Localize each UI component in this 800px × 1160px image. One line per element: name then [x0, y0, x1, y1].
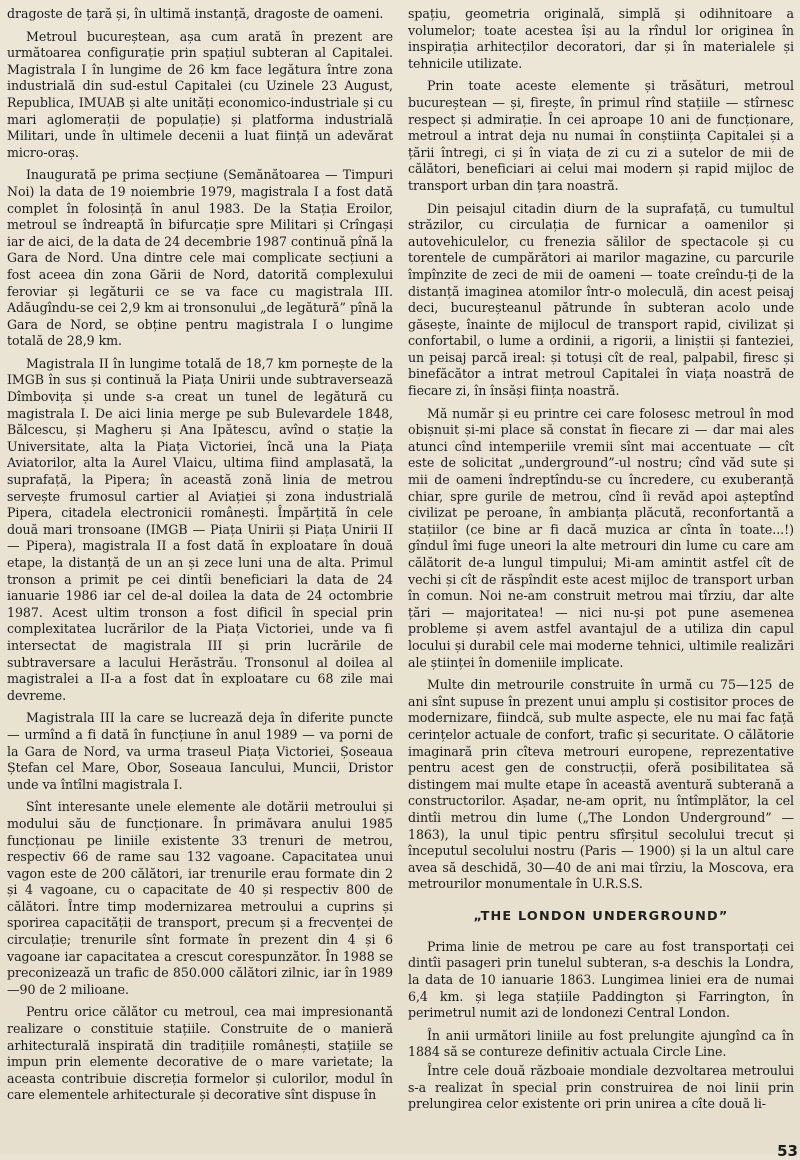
paragraph: Inaugurată pe prima secțiune (Semănătoarea — Timpuri Noi) la data de 19 noiembrie 1979, magistrala I a fost dată complet în folosință în anul 1983. De la Stația Eroilor, metroul se îndreaptă în bifurcație spre Militari și Crîngași iar de aici, de la data de 24 decembrie 1987 continuă pînă la Gara de Nord. Una dintre cele mai complicate secțiuni a fost aceea din zona Gării de Nord, datorită complexului feroviar și legăturii ce se va face cu magistrala III. Adăugîndu-se cei 2,9 km ai tronsonului „de legătură” pînă la Gara de Nord, se obține pentru magistrala I o lungime totală de 28,9 km.	[7, 167, 393, 349]
text-columns	[7, 6, 794, 1146]
paragraph: Prima linie de metrou pe care au fost transportați cei dintîi pasageri prin tunelul subteran, s-a deschis la Londra, la data de 10 ianuarie 1863. Lungimea liniei era de numai 6,4 km. și lega stațiile Paddington și Farrington, în perimetrul numit azi de londonezi Central London.	[408, 938, 794, 1021]
paragraph: dragoste de țară și, în ultimă instanță, dragoste de oameni.	[7, 6, 384, 21]
paragraph: Magistrala II în lungime totală de 18,7 km pornește de la IMGB în sus și continuă la Piața Unirii unde subtraversează Dîmbovița și unde s-a creat un tunel de legătură cu magistrala I. De aici linia merge pe sub Bulevardele 1848, Bălcescu, și Magheru și Ana Ipătescu, avînd o stație la Universitate, alta la Piața Victoriei, încă una la Piața Aviatorilor, alta la Aurel Vlaicu, ultima fiind amplasată, la suprafață, la Pipera; în această zonă linia de metrou servește frumosul cartier al Aviației și zona industrială Pipera, citadela electronicii românești. Împărțită în cele două mari tronsoane (IMGB — Piața Unirii și Piața Unirii II — Pipera), magistrala II a fost dată în exploatare în două etape, la distanță de un an și zece luni una de alta. Primul tronson a primit pe cei dintîi beneficiari la data de 24 ianuarie 1986 iar cel de-al doilea la data de 24 octombrie 1987. Acest ultim tronson a fost dificil în special prin complexitatea lucrărilor de la Piața Victoriei, unde va fi intersectat de magistrala III și prin lucrările de subtraversare a lacului Herăstrău. Tronsonul al doilea al magistralei a II-a a fost dat în exploatare cu 68 zile mai devreme.	[7, 355, 393, 703]
section-heading: „THE LONDON UNDERGROUND”	[473, 908, 729, 924]
right-column	[408, 6, 794, 1146]
paragraph: spațiu, geometria originală, simplă și odihnitoare a volumelor; toate acestea își au la rîndul lor originea în inspirația arhitecților decoratori, dar și în materialele și tehnicile utilizate.	[408, 6, 794, 71]
paragraph: În anii următori liniile au fost prelungite ajungînd ca în 1884 să se contureze definitiv actuala Circle Line.	[408, 1027, 794, 1060]
paragraph: Sînt interesante unele elemente ale dotării metroului și modului său de funcționare. În primăvara anului 1985 funcționau pe liniile existente 33 trenuri de metrou, respectiv 66 de rame sau 132 vagoane. Capacitatea unui vagon este de 200 călători, iar trenurile erau formate din 2 și 4 vagoane, cu o capacitate de 40 și respectiv 800 de călători. Între timp modernizarea metroului a cuprins și sporirea capacității de transport, precum și a frecvenței de circulație; trenurile sînt formate în prezent din 4 și 6 vagoane iar capacitatea a crescut corespunzător. În 1988 se preconizează un trafic de 850.000 călători zilnic, iar în 1989—90 de 2 milioane.	[7, 799, 393, 997]
paragraph: Pentru orice călător cu metroul, cea mai impresionantă realizare o constituie stațiile. Construite de o manieră arhitecturală inspirată din tradițiile românești, stațiile se impun prin elemente decorative de o mare varietate; la aceasta contribuie discreția formelor și culorilor, modul în care elementele arhitecturale și decorative sînt dispuse în	[7, 1004, 393, 1103]
paragraph: Prin toate aceste elemente și trăsături, metroul bucureștean — și, firește, în primul rînd stațiile — stîrnesc respect și admirație. În cei aproape 10 ani de funcționare, metroul a intrat deja nu numai în conștiința Capitalei și a țării întregi, ci și în viața de zi cu zi a sutelor de mii de călători, beneficiari ai celui mai modern și rapid mijloc de transport urban din țara noastră.	[408, 78, 794, 193]
paragraph: Din peisajul citadin diurn de la suprafață, cu tumultul străzilor, cu circulația de furnicar a oamenilor și autovehiculelor, cu frenezia sălilor de spectacole și cu torentele de cumpărători ai marilor magazine, cu parcurile împînzite de zeci de mii de oameni — toate creîndu-ți de la distanță imaginea atomilor într-o moleculă, din acest peisaj deci, bucureșteanul pătrunde în subteran acolo unde găsește, înainte de mijlocul de transport rapid, civilizat și confortabil, o lume a ordinii, a rigorii, a liniștii și fanteziei, un peisaj parcă ireal: și totuși cît de real, palpabil, firesc și binefăcător a intrat metroul Capitalei în viața noastră de fiecare zi, în însăși ființa noastră.	[408, 200, 794, 399]
paragraph: Între cele două războaie mondiale dezvoltarea metroului s-a realizat în special prin construirea de noi linii prin prelungirea celor existente ori prin unirea a cîte două li-	[408, 1063, 794, 1112]
left-column	[7, 6, 393, 1146]
paragraph: Metroul bucureștean, așa cum arată în prezent are următoarea configurație prin spațiul subteran al Capitalei. Magistrala I în lungime de 26 km face legătura între zona industrială din sud-estul Capitalei (cu Uzinele 23 August, Republica, IMUAB și alte unități economico-industriale și cu mari aglomerații de populație) și platforma industrială Militari, unde în ultimele decenii a luat ființă un adevărat micro-oraș.	[7, 28, 393, 160]
paragraph: Magistrala III la care se lucrează deja în diferite puncte — urmînd a fi dată în funcțiune în anul 1989 — va porni de la Gara de Nord, va urma traseul Piața Victoriei, Șoseaua Ștefan cel Mare, Obor, Soseaua Iancului, Muncii, Dristor unde va întîlni magistrala I.	[7, 710, 393, 792]
paragraph: Mă număr și eu printre cei care folosesc metroul în mod obișnuit și-mi place să constat în fiecare zi — dar mai ales atunci cînd intemperiile vremii sînt mai accentuate — cît este de solicitat „underground”-ul nostru; cînd văd sute și mii de oameni îndreptîndu-se cu încredere, cu exuberanță chiar, spre gurile de metrou, cînd îi revăd apoi așteptînd civilizat pe peroane, în ambianța plăcută, reconfortantă a stațiilor (ce bine ar fi dacă muzica ar cînta în toate...!) gîndul îmi fuge uneori la alte metrouri din lume cu care am călătorit de-a lungul timpului; Mi-am amintit astfel cît de vechi și cît de răspîndit este acest mijloc de transport urban în comun. Noi ne-am construit metrou mai tîrziu, dar alte țări — majoritatea! — nici nu-și pot pune asemenea probleme și avem astfel avantajul de a utiliza din capul locului și durabil cele mai moderne tehnici, ultimile realizări ale științei în domeniile implicate.	[408, 405, 794, 670]
page-number: 53	[777, 1142, 798, 1160]
paragraph: Multe din metrourile construite în urmă cu 75—125 de ani sînt supuse în prezent unui amplu și costisitor proces de modernizare, fiindcă, sub multe aspecte, ele nu mai fac față cerințelor actuale de confort, trafic și securitate. O călătorie imaginară prin cîteva metrouri europene, reprezentative pentru acest gen de construcții, oferă posibilitatea să distingem mai multe etape în această aventură subterană a constructorilor. Așadar, ne-am oprit, nu întîmplător, la cel dintîi metrou din lume („The London Underground” — 1863), la unul tipic pentru sfîrșitul secolului trecut și începutul secolului nostru (Paris — 1900) și la un altul care avea să deschidă, 30—40 de ani mai tîrziu, la Moscova, era metrourilor monumentale în U.R.S.S.	[408, 677, 794, 892]
